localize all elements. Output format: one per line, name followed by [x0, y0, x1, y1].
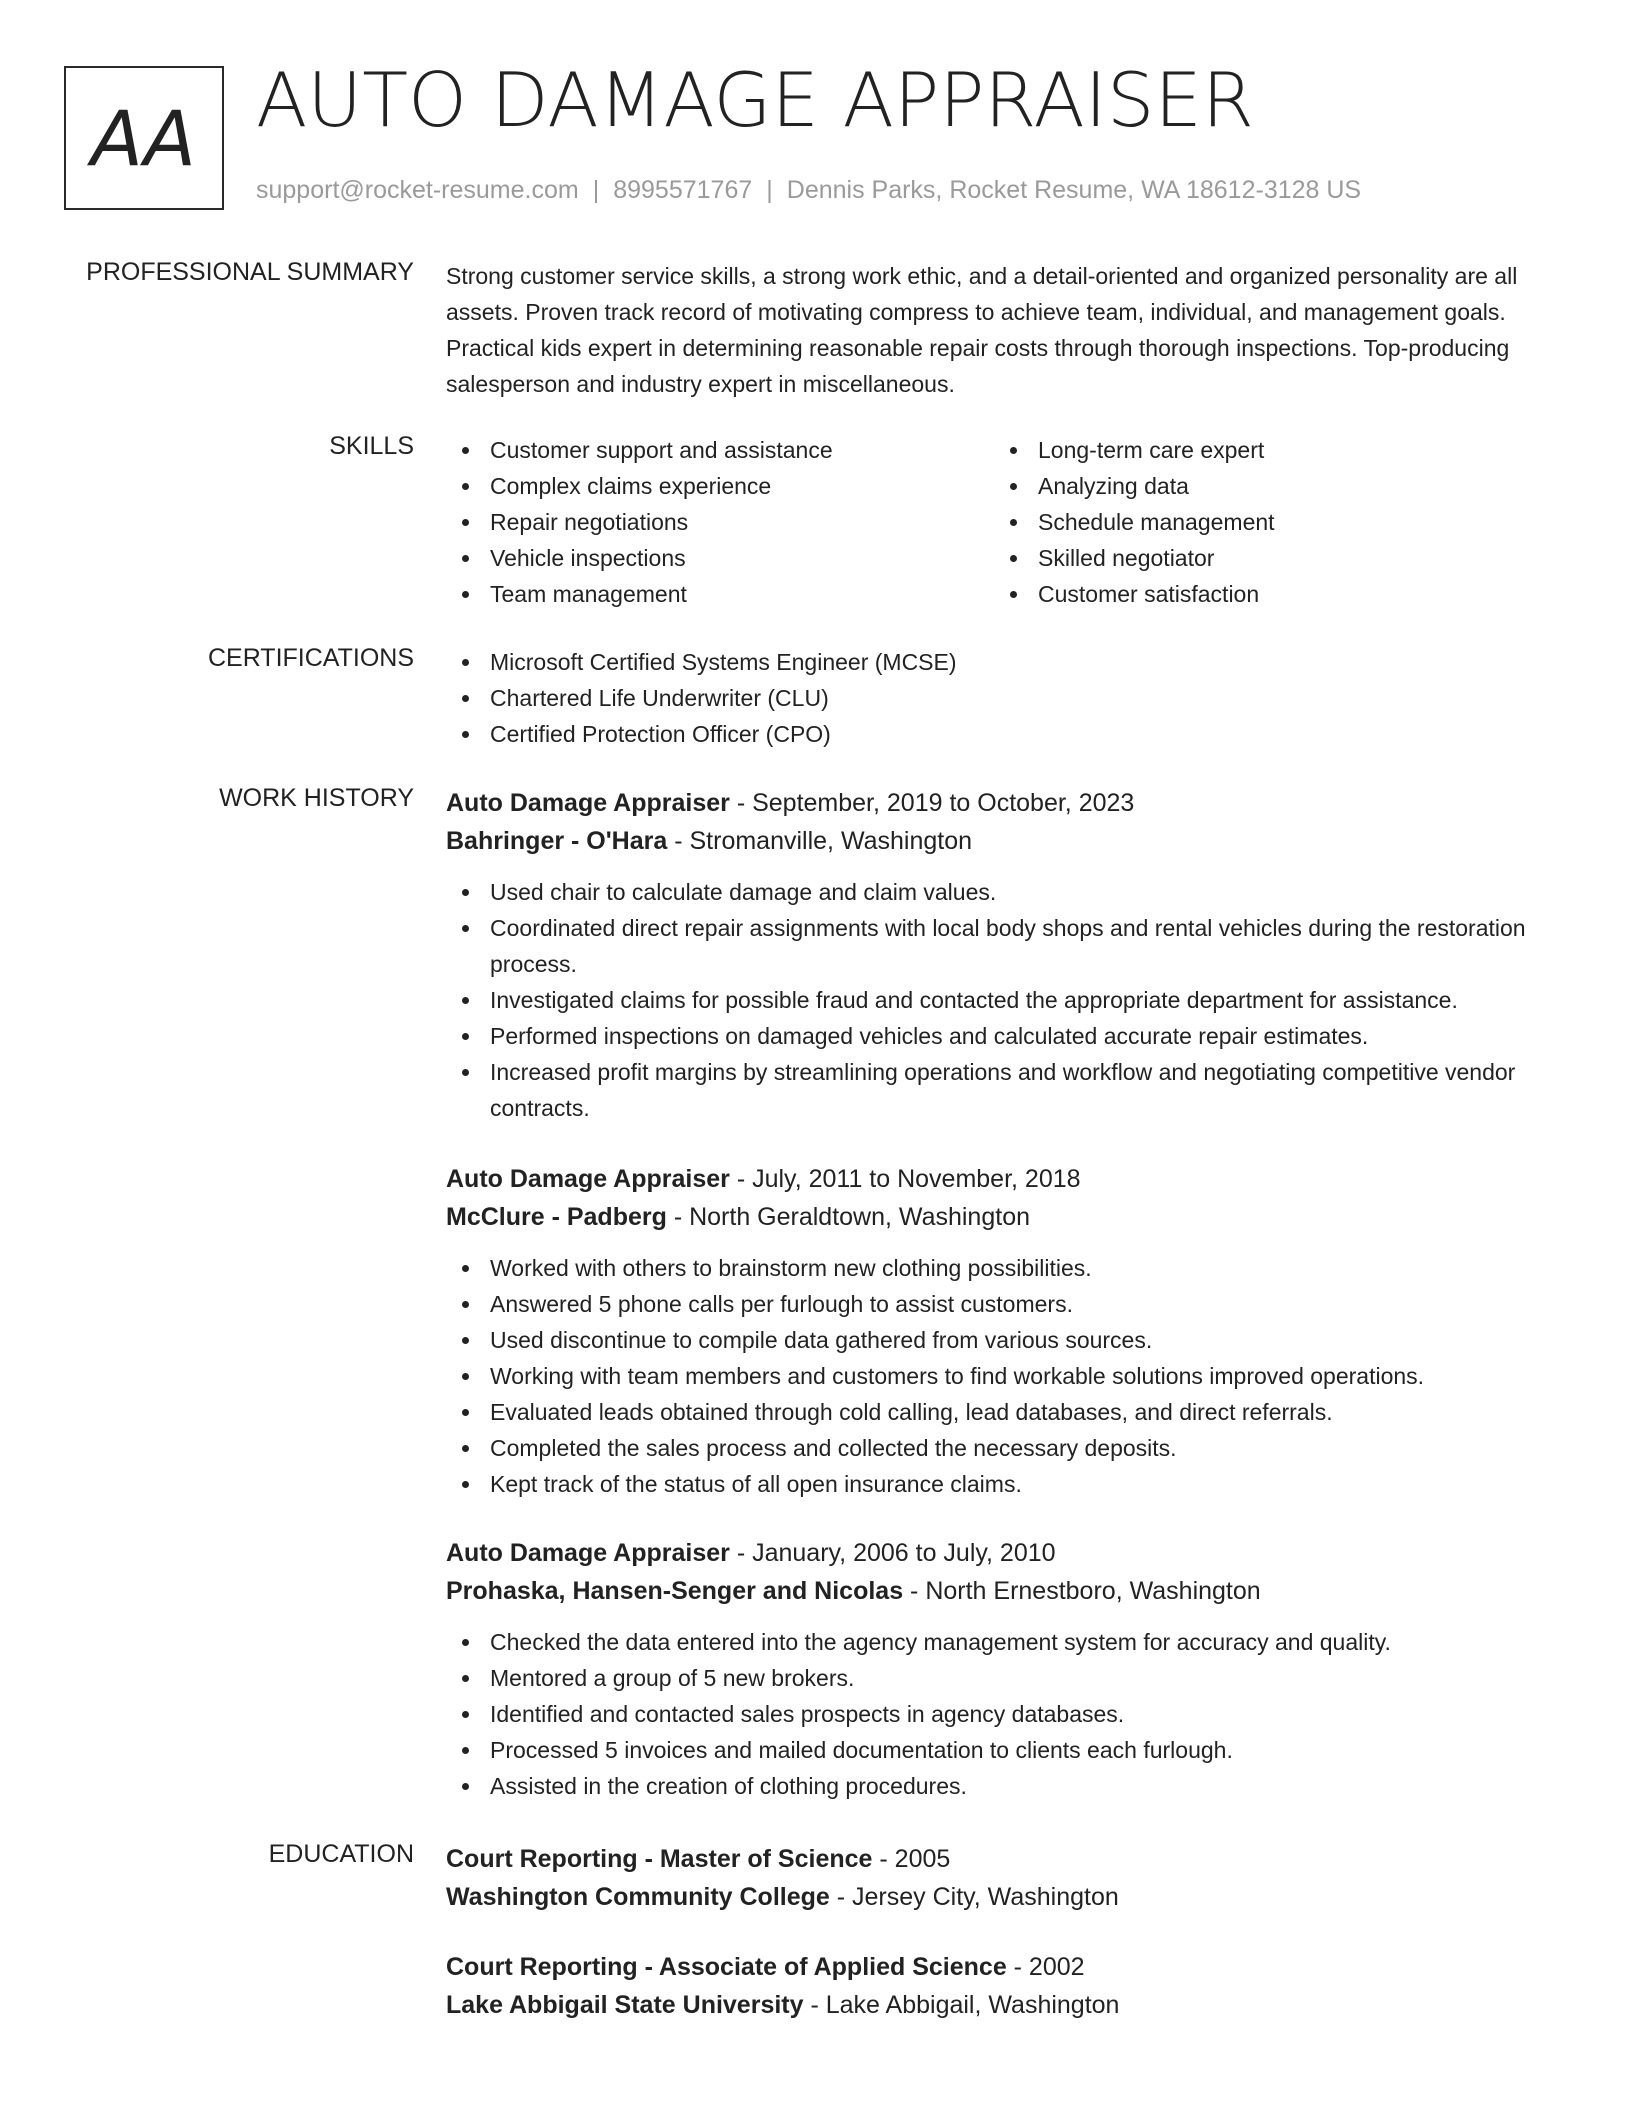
skills-list-right	[994, 432, 1542, 612]
list-item: Kept track of the status of all open insurance claims.	[446, 1466, 1566, 1502]
list-item: Schedule management	[994, 504, 1542, 540]
list-item: Team management	[446, 576, 994, 612]
list-item: Certified Protection Officer (CPO)	[446, 716, 1566, 752]
list-item: Increased profit margins by streamlining operations and workflow and negotiating competitive vendor contracts.	[446, 1054, 1566, 1126]
list-item: Processed 5 invoices and mailed documentation to clients each furlough.	[446, 1732, 1566, 1768]
job-entry	[446, 1160, 1566, 1502]
list-item: Investigated claims for possible fraud and contacted the appropriate department for assistance.	[446, 982, 1566, 1018]
list-item: Analyzing data	[994, 468, 1542, 504]
education-location: - Jersey City, Washington	[829, 1883, 1119, 1911]
job-role: Auto Damage Appraiser	[446, 1165, 730, 1193]
job-role: Auto Damage Appraiser	[446, 1539, 730, 1567]
contact-phone[interactable]: 8995571767	[613, 176, 753, 204]
list-item: Customer support and assistance	[446, 432, 994, 468]
skills-title: SKILLS	[329, 432, 414, 460]
list-item: Answered 5 phone calls per furlough to assist customers.	[446, 1286, 1566, 1322]
job-bullets	[446, 1624, 1566, 1804]
list-item: Vehicle inspections	[446, 540, 994, 576]
list-item: Mentored a group of 5 new brokers.	[446, 1660, 1566, 1696]
job-location: - North Ernestboro, Washington	[903, 1577, 1261, 1605]
contact-separator: |	[766, 176, 773, 204]
work-body	[446, 784, 1566, 1799]
education-school-line	[446, 1878, 1566, 1916]
list-item: Used chair to calculate damage and claim values.	[446, 874, 1566, 910]
job-dates: - January, 2006 to July, 2010	[729, 1539, 1056, 1567]
list-item: Evaluated leads obtained through cold calling, lead databases, and direct referrals.	[446, 1394, 1566, 1430]
job-bullets	[446, 1250, 1566, 1502]
list-item: Worked with others to brainstorm new clothing possibilities.	[446, 1250, 1566, 1286]
list-item: Working with team members and customers to find workable solutions improved operations.	[446, 1358, 1566, 1394]
summary-text: Strong customer service skills, a strong work ethic, and a detail-oriented and organized personality are all assets. Proven track record of motivating compress to achieve team, individual, and management goals. Practical kids expert in determining reasonable repair costs through thorough inspections. Top-producing salesperson and industry expert in miscellaneous.	[446, 263, 1518, 397]
job-role-line	[446, 1160, 1566, 1198]
job-company: Prohaska, Hansen-Senger and Nicolas	[446, 1577, 904, 1605]
page-title: AUTO DAMAGE APPRAISER	[256, 56, 1255, 144]
education-body	[446, 1840, 1566, 2024]
education-degree: Court Reporting - Master of Science	[446, 1845, 873, 1873]
education-entry	[446, 1840, 1566, 1916]
certifications-list	[446, 644, 1566, 752]
job-bullets	[446, 874, 1566, 1126]
certifications-body	[446, 644, 1566, 752]
job-role: Auto Damage Appraiser	[446, 789, 730, 817]
summary-title: PROFESSIONAL SUMMARY	[86, 258, 414, 286]
list-item: Assisted in the creation of clothing procedures.	[446, 1768, 1566, 1804]
job-dates: - September, 2019 to October, 2023	[729, 789, 1135, 817]
education-degree-line	[446, 1840, 1566, 1878]
contact-line	[256, 176, 1361, 205]
job-entry	[446, 1534, 1566, 1804]
education-degree-line	[446, 1948, 1566, 1986]
job-location: - Stromanville, Washington	[667, 827, 973, 855]
education-location: - Lake Abbigail, Washington	[803, 1991, 1120, 2019]
job-company: Bahringer - O'Hara	[446, 827, 668, 855]
list-item: Chartered Life Underwriter (CLU)	[446, 680, 1566, 716]
contact-address: Dennis Parks, Rocket Resume, WA 18612-3128 US	[786, 176, 1362, 204]
job-location: - North Geraldtown, Washington	[666, 1203, 1030, 1231]
job-company-line	[446, 822, 1566, 860]
education-year: - 2005	[872, 1845, 951, 1873]
job-company-line	[446, 1572, 1566, 1610]
education-title: EDUCATION	[268, 1840, 414, 1868]
job-role-line	[446, 784, 1566, 822]
education-school-line	[446, 1986, 1566, 2024]
list-item: Used discontinue to compile data gathered from various sources.	[446, 1322, 1566, 1358]
skills-columns	[446, 432, 1566, 612]
job-dates: - July, 2011 to November, 2018	[729, 1165, 1081, 1193]
list-item: Performed inspections on damaged vehicles and calculated accurate repair estimates.	[446, 1018, 1566, 1054]
list-item: Microsoft Certified Systems Engineer (MCSE)	[446, 644, 1566, 680]
education-entry	[446, 1948, 1566, 2024]
work-title: WORK HISTORY	[219, 784, 414, 812]
job-entry	[446, 784, 1566, 1126]
contact-email[interactable]: support@rocket-resume.com	[256, 176, 579, 204]
list-item: Coordinated direct repair assignments with local body shops and rental vehicles during the restoration process.	[446, 910, 1566, 982]
list-item: Complex claims experience	[446, 468, 994, 504]
list-item: Long-term care expert	[994, 432, 1542, 468]
list-item: Completed the sales process and collected the necessary deposits.	[446, 1430, 1566, 1466]
list-item: Identified and contacted sales prospects in agency databases.	[446, 1696, 1566, 1732]
education-degree: Court Reporting - Associate of Applied Science	[446, 1953, 1007, 1981]
list-item: Customer satisfaction	[994, 576, 1542, 612]
job-company-line	[446, 1198, 1566, 1236]
job-company: McClure - Padberg	[446, 1203, 667, 1231]
list-item: Repair negotiations	[446, 504, 994, 540]
job-role-line	[446, 1534, 1566, 1572]
list-item: Checked the data entered into the agency management system for accuracy and quality.	[446, 1624, 1566, 1660]
certifications-title: CERTIFICATIONS	[207, 644, 414, 672]
education-school: Lake Abbigail State University	[446, 1991, 804, 2019]
contact-separator: |	[592, 176, 600, 204]
monogram: AA	[64, 66, 224, 210]
skills-list-left	[446, 432, 994, 612]
education-school: Washington Community College	[446, 1883, 830, 1911]
list-item: Skilled negotiator	[994, 540, 1542, 576]
education-year: - 2002	[1006, 1953, 1085, 1981]
